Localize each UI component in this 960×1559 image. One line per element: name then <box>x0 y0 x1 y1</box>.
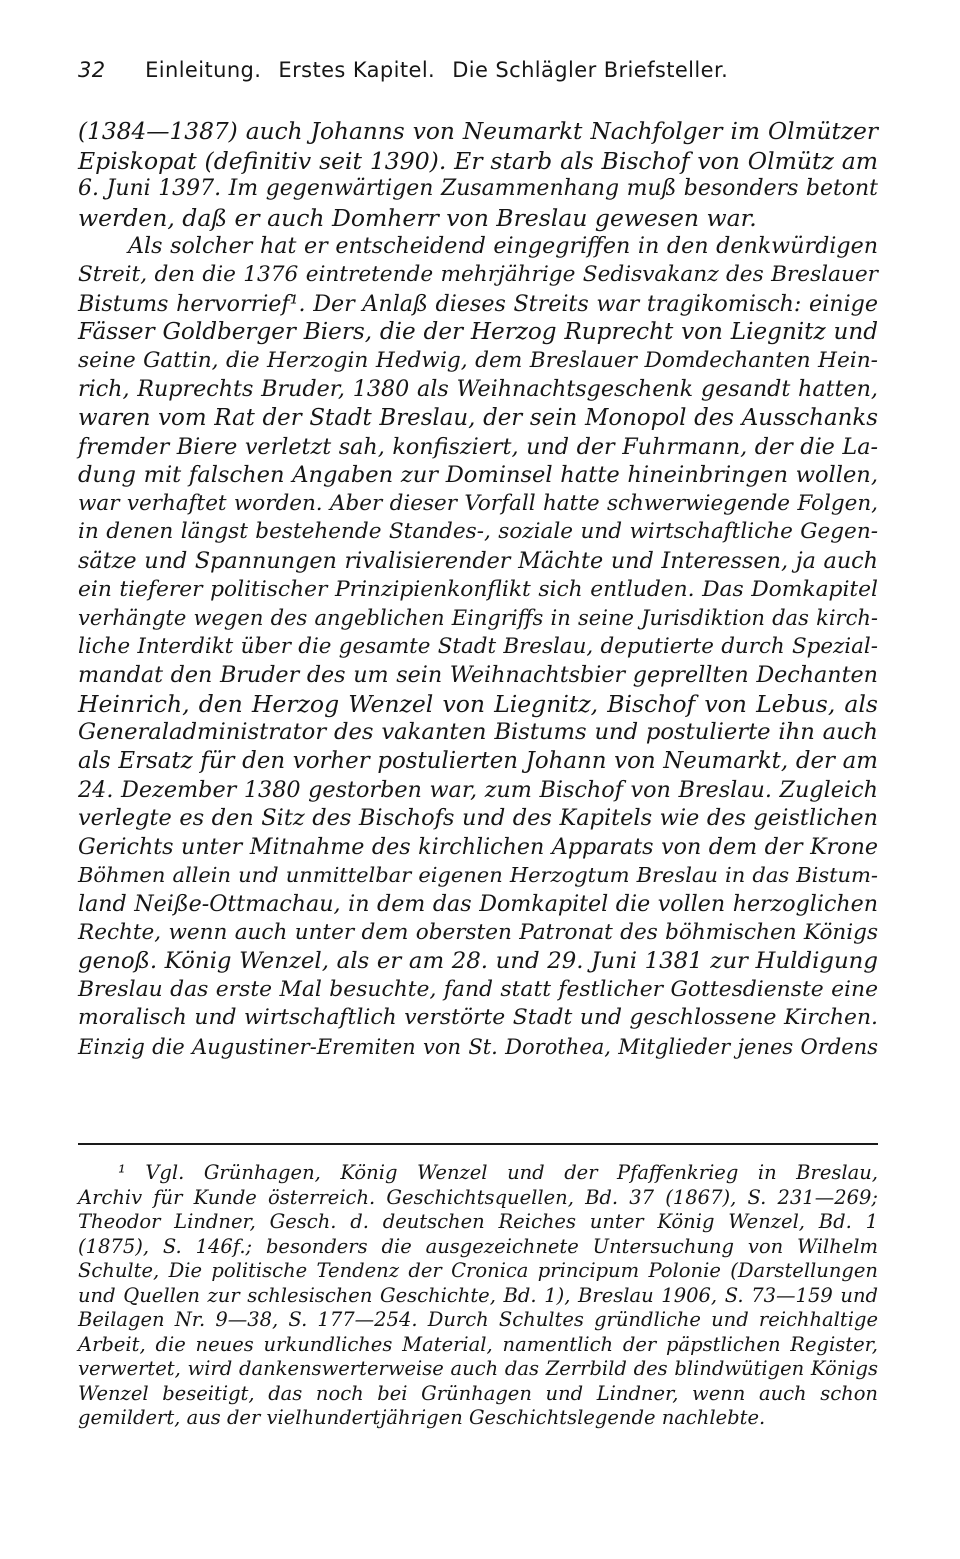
text-line: (1384—1387) auch Johanns von Neumarkt Nachfolger im Olmützer <box>78 118 878 145</box>
text-line: werden, daß er auch Domherr von Breslau gewesen war. <box>78 203 757 232</box>
text-line: Gerichts unter Mitnahme des kirchlichen Apparats von dem der Krone <box>78 833 878 860</box>
text-line: 24. Dezember 1380 gestorben war, zum Bischof von Breslau. Zugleich <box>78 776 878 803</box>
footnote-line: Beilagen Nr. 9—38, S. 177—254. Durch Schultes gründliche und reichhaltige <box>78 1308 878 1331</box>
footnotes <box>78 1161 878 1431</box>
header-part: Einleitung. <box>145 58 262 82</box>
text-line: als Ersatz für den vorher postulierten Johann von Neumarkt, der am <box>78 748 878 775</box>
footnote-separator <box>78 1143 878 1145</box>
text-line: seine Gattin, die Herzogin Hedwig, dem Breslauer Domdechanten Hein- <box>78 347 878 373</box>
text-line: moralisch und wirtschaftlich verstörte Stadt und geschlossene Kirchen. <box>78 1005 878 1031</box>
running-head <box>78 58 878 88</box>
text-line: verlegte es den Sitz des Bischofs und des Kapitels wie des geistlichen <box>78 805 878 832</box>
page-number: 32 <box>78 58 106 82</box>
text-line: Fässer Goldberger Biers, die der Herzog Ruprecht von Liegnitz und <box>78 319 878 346</box>
text-line: Als solcher hat er entscheidend eingegriffen in den denkwürdigen <box>128 233 878 260</box>
text-line: 6. Juni 1397. Im gegenwärtigen Zusammenhang muß besonders betont <box>78 176 878 202</box>
text-line: rich, Ruprechts Bruder, 1380 als Weihnachtsgeschenk gesandt hatten, <box>78 376 878 403</box>
footnote-line: und Quellen zur schlesischen Geschichte, Bd. 1), Breslau 1906, S. 73—159 und <box>78 1283 878 1307</box>
text-line: in denen längst bestehende Standes-, soziale und wirtschaftliche Gegen- <box>78 519 878 545</box>
text-line: liche Interdikt über die gesamte Stadt Breslau, deputierte durch Spezial- <box>78 633 878 659</box>
text-line: sätze und Spannungen rivalisierender Mächte und Interessen, ja auch <box>78 547 878 574</box>
text-line: verhängte wegen des angeblichen Eingriffs in seine Jurisdiktion das kirch- <box>78 605 878 631</box>
footnote-line: gemildert, aus der vielhundertjährigen Geschichtslegende nachlebte. <box>78 1406 766 1429</box>
text-line: war verhaftet worden. Aber dieser Vorfall hatte schwerwiegende Folgen, <box>78 490 878 516</box>
text-line: Rechte, wenn auch unter dem obersten Patronat des böhmischen Königs <box>78 919 878 945</box>
footnote-line: Theodor Lindner, Gesch. d. deutschen Reiches unter König Wenzel, Bd. 1 <box>78 1210 878 1233</box>
text-line: Einzig die Augustiner-Eremiten von St. Dorothea, Mitglieder jenes Ordens <box>78 1034 878 1059</box>
header-chapter: Erstes Kapitel. <box>278 58 436 82</box>
text-line: mandat den Bruder des um sein Weihnachtsbier geprellten Dechanten <box>78 662 878 689</box>
footnote-line: Wenzel beseitigt, das noch bei Grünhagen und Lindner, wenn auch schon <box>78 1381 878 1405</box>
text-line: Episkopat (definitiv seit 1390). Er starb als Bischof von Olmütz am <box>78 146 878 175</box>
text-line: Generaladministrator des vakanten Bistums und postulierte ihn auch <box>78 719 878 746</box>
text-line: Breslau das erste Mal besuchte, fand statt festlicher Gottesdienste eine <box>78 976 878 1002</box>
footnote-line: ¹ Vgl. Grünhagen, König Wenzel und der Pfaffenkrieg in Breslau, <box>118 1161 878 1184</box>
text-line: Heinrich, den Herzog Wenzel von Liegnitz, Bischof von Lebus, als <box>78 689 878 718</box>
text-line: genoß. König Wenzel, als er am 28. und 29. Juni 1381 zur Huldigung <box>78 948 878 975</box>
footnote-line: (1875), S. 146f.; besonders die ausgezeichnete Untersuchung von Wilhelm <box>78 1234 878 1258</box>
header-section: Die Schlägler Briefsteller. <box>452 58 729 82</box>
text-line: Streit, den die 1376 eintretende mehrjährige Sedisvakanz des Breslauer <box>78 261 878 287</box>
text-line: Bistums hervorrief¹. Der Anlaß dieses Streits war tragikomisch: einige <box>78 290 878 317</box>
text-line: waren vom Rat der Stadt Breslau, der sein Monopol des Ausschanks <box>78 404 878 431</box>
footnote-line: Arbeit, die neues urkundliches Material, namentlich der päpstlichen Register, <box>78 1332 878 1356</box>
footnote-line: Schulte, Die politische Tendenz der Cronica principum Polonie (Darstellungen <box>78 1259 878 1282</box>
text-line: land Neiße-Ottmachau, in dem das Domkapitel die vollen herzoglichen <box>78 891 878 918</box>
text-line: ein tieferer politischer Prinzipienkonflikt sich entluden. Das Domkapitel <box>78 576 878 602</box>
text-line: Böhmen allein und unmittelbar eigenen Herzogtum Breslau in das Bistum- <box>78 863 878 888</box>
main-text <box>78 118 878 1062</box>
text-line: dung mit falschen Angaben zur Dominsel hatte hineinbringen wollen, <box>78 462 878 489</box>
footnote-line: Archiv für Kunde österreich. Geschichtsquellen, Bd. 37 (1867), S. 231—269; <box>78 1185 878 1209</box>
text-line: fremder Biere verletzt sah, konfisziert, und der Fuhrmann, der die La- <box>78 433 878 460</box>
footnote-line: verwertet, wird dankenswerterweise auch das Zerrbild des blindwütigen Königs <box>78 1357 878 1380</box>
